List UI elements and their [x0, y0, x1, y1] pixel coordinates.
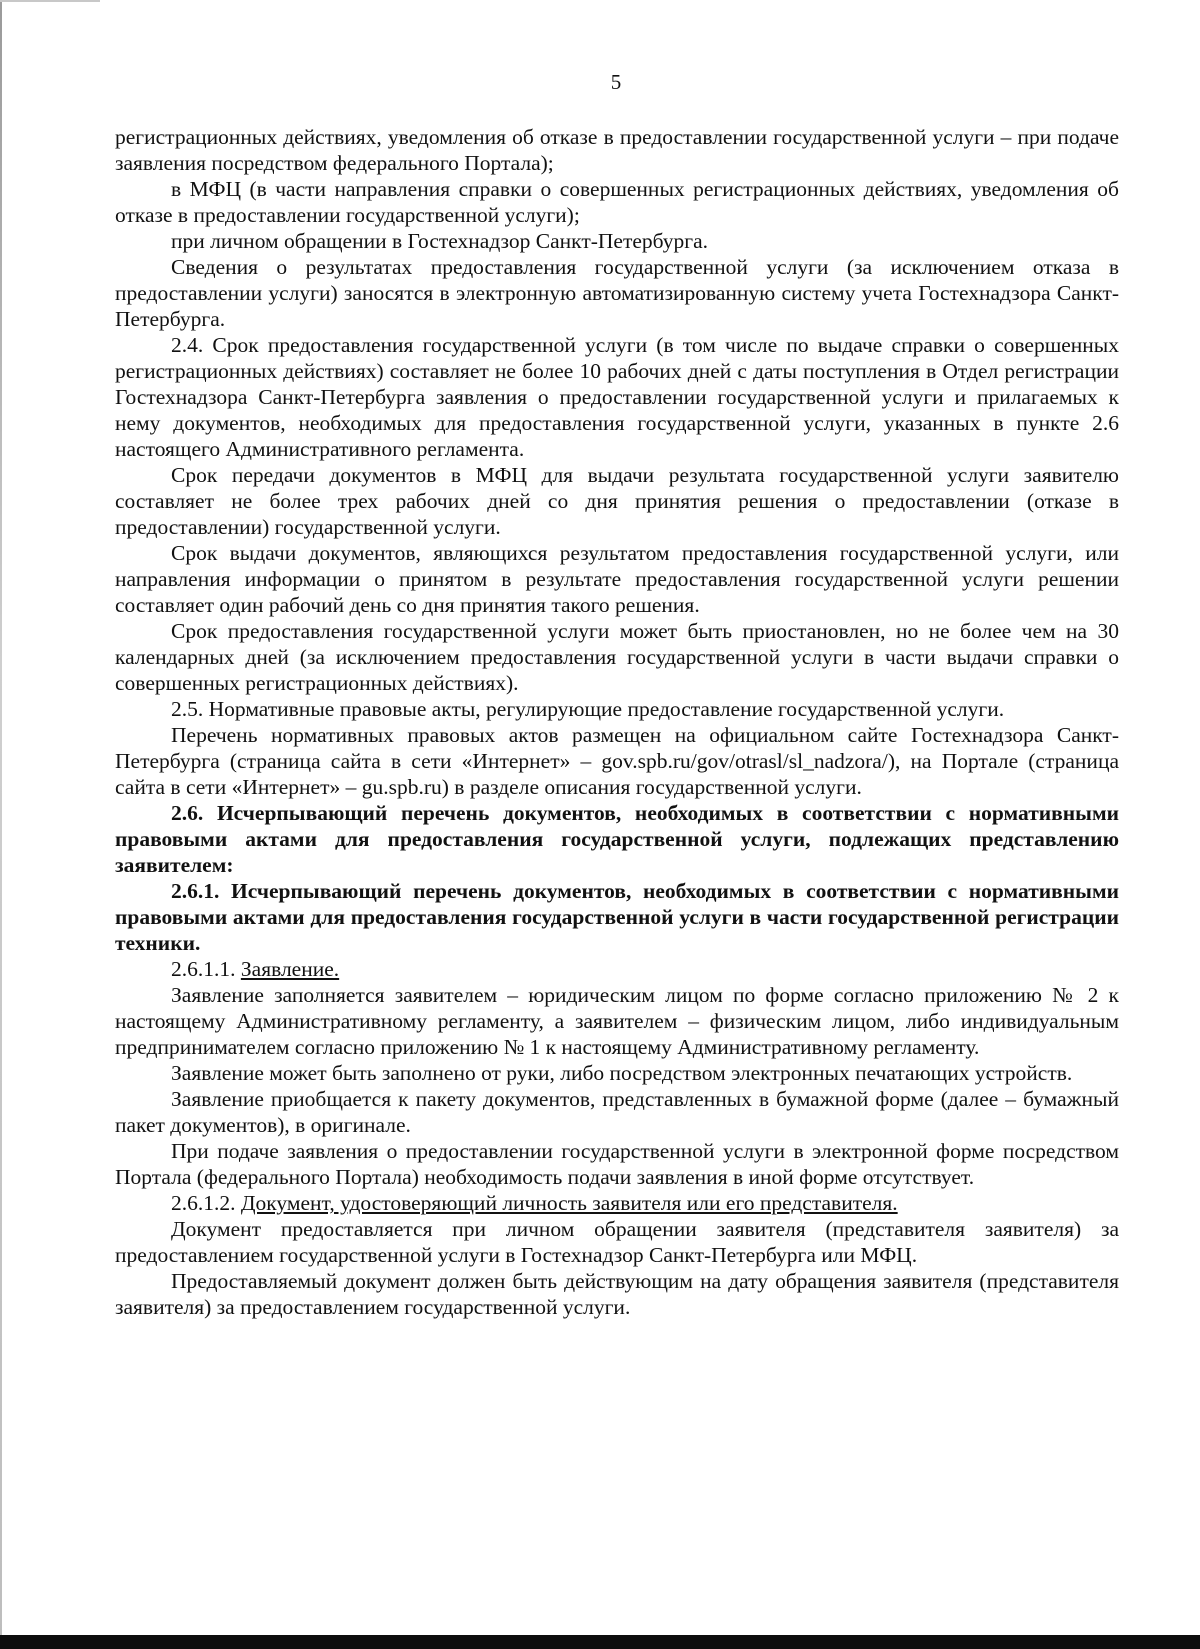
item-2-6-1-2-number: 2.6.1.2. — [171, 1191, 241, 1215]
scan-left-edge — [0, 0, 2, 1649]
item-2-6-1-2-title: Документ, удостоверяющий личность заявителя или его представителя. — [240, 1191, 898, 1215]
paragraph-legal-acts-list: Перечень нормативных правовых актов размещен на официальном сайте Гостехнадзора Санкт-Петербурга (страница сайта в сети «Интернет» – gov.spb.ru/gov/otrasl/sl_nadzora/), на Портале (страница сайта в сети «Интернет» – gu.spb.ru) в разделе описания государственной услуги. — [115, 723, 1119, 799]
paragraph-result-portal: регистрационных действиях, уведомления об отказе в предоставлении государственной услуги – при подаче заявления посредством федерального Портала); — [115, 125, 1119, 175]
paragraph-result-mfc: в МФЦ (в части направления справки о совершенных регистрационных действиях, уведомления об отказе в предоставлении государственной услуги); — [115, 177, 1119, 227]
paragraph-result-records: Сведения о результатах предоставления государственной услуги (за исключением отказа в предоставлении услуги) заносятся в электронную автоматизированную систему учета Гостехнадзора Санкт-Петербурга. — [115, 255, 1119, 331]
paragraph-application-electronic: При подаче заявления о предоставлении государственной услуги в электронной форме посредством Портала (федерального Портала) необходимость подачи заявления в иной форме отсутствует. — [115, 1139, 1119, 1189]
paragraph-issue-term: Срок выдачи документов, являющихся результатом предоставления государственной услуги, или направления информации о принятом в результате предоставления государственной услуги решении составляет один рабочий день со дня принятия такого решения. — [115, 541, 1119, 617]
item-2-6-1-1-title: Заявление. — [240, 957, 340, 981]
paragraph-application-original: Заявление приобщается к пакету документов, представленных в бумажной форме (далее – бумажный пакет документов), в оригинале. — [115, 1087, 1119, 1137]
item-2-6-1-1-number: 2.6.1.1. — [171, 957, 241, 981]
scan-bottom-band — [0, 1635, 1200, 1649]
paragraph-application-handwritten: Заявление может быть заполнено от руки, либо посредством электронных печатающих устройств. — [171, 1061, 1073, 1085]
paragraph-transfer-term: Срок передачи документов в МФЦ для выдачи результата государственной услуги заявителю составляет не более трех рабочих дней со дня принятия решения о предоставлении (отказе в предоставлении) государственной услуги. — [115, 463, 1119, 539]
scan-top-edge — [0, 0, 100, 2]
page-number: 5 — [610, 70, 622, 94]
document-body — [115, 124, 1119, 1320]
paragraph-id-document-provision: Документ предоставляется при личном обращении заявителя (представителя заявителя) за предоставлением государственной услуги в Гостехнадзор Санкт-Петербурга или МФЦ. — [115, 1217, 1119, 1267]
paragraph-result-personal: при личном обращении в Гостехнадзор Санкт-Петербурга. — [171, 229, 708, 253]
item-2-6-1-2 — [115, 1190, 1119, 1216]
paragraph-id-document-validity: Предоставляемый документ должен быть действующим на дату обращения заявителя (представителя заявителя) за предоставлением государственной услуги. — [115, 1269, 1119, 1319]
item-2-6-1-1 — [115, 956, 1119, 982]
paragraph-suspension-term: Срок предоставления государственной услуги может быть приостановлен, но не более чем на 30 календарных дней (за исключением предоставления государственной услуги в части выдачи справки о совершенных регистрационных действиях). — [115, 619, 1119, 695]
heading-2-6-1: 2.6.1. Исчерпывающий перечень документов, необходимых в соответствии с нормативными правовыми актами для предоставления государственной услуги в части государственной регистрации техники. — [115, 879, 1119, 955]
paragraph-2-4-term: 2.4. Срок предоставления государственной услуги (в том числе по выдаче справки о совершенных регистрационных действиях) составляет не более 10 рабочих дней с даты поступления в Отдел регистрации Гостехнадзора Санкт-Петербурга заявления о предоставлении государственной услуги и прилагаемых к нему документов, необходимых для предоставления государственной услуги, указанных в пункте 2.6 настоящего Административного регламента. — [115, 333, 1119, 461]
paragraph-2-5-heading: 2.5. Нормативные правовые акты, регулирующие предоставление государственной услуги. — [171, 697, 1005, 721]
heading-2-6: 2.6. Исчерпывающий перечень документов, необходимых в соответствии с нормативными правовыми актами для предоставления государственной услуги, подлежащих представлению заявителем: — [115, 801, 1119, 877]
paragraph-application-form: Заявление заполняется заявителем – юридическим лицом по форме согласно приложению № 2 к настоящему Административному регламенту, а заявителем – физическим лицом, либо индивидуальным предпринимателем согласно приложению № 1 к настоящему Административному регламенту. — [115, 983, 1119, 1059]
